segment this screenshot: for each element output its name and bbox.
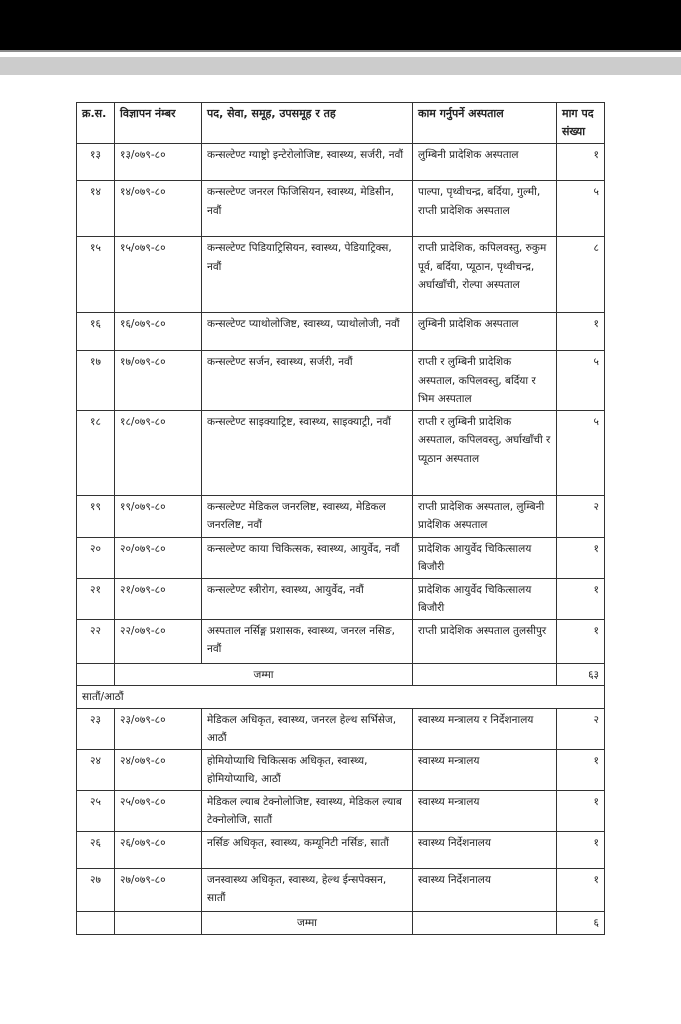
table-row [77,708,605,749]
row-sn: १४ [77,181,115,237]
row-sn: १८ [77,410,115,495]
row-count: ८ [557,237,605,313]
row-ad-number: १७/०७९-८० [115,351,202,411]
row-sn: २२ [77,619,115,663]
row-hospital: पाल्पा, पृथ्वीचन्द्र, बर्दिया, गुल्मी, राप्ती प्रादेशिक अस्पताल [413,181,557,237]
top-black-bar [0,0,681,50]
row-ad-number: १६/०७९-८० [115,313,202,351]
row-hospital: लुम्बिनी प्रादेशिक अस्पताल [413,313,557,351]
row-sn: १९ [77,495,115,537]
row-count: १ [557,619,605,663]
table-row [77,619,605,663]
row-post: कन्सल्टेण्ट ग्याष्ट्रो इन्टेरोलोजिष्ट, स्वास्थ्य, सर्जरी, नवौं [202,144,413,181]
row-sn: २५ [77,790,115,831]
total-sn-cell [77,911,115,934]
row-post: होमियोप्याथि चिकित्सक अधिकृत, स्वास्थ्य, होमियोप्याथि, आठौं [202,749,413,790]
row-sn: २४ [77,749,115,790]
row-ad-number: २७/०७९-८० [115,868,202,911]
row-ad-number: २४/०७९-८० [115,749,202,790]
row-count: ५ [557,181,605,237]
row-count: १ [557,790,605,831]
header-count: माग पद संख्या [557,103,605,144]
group2-total-count: ६ [557,911,605,934]
row-post: कन्सल्टेण्ट स्त्रीरोग, स्वास्थ्य, आयुर्वेद, नवौं [202,578,413,619]
row-ad-number: २१/०७९-८० [115,578,202,619]
row-ad-number: २२/०७९-८० [115,619,202,663]
row-hospital: राप्ती र लुम्बिनी प्रादेशिक अस्पताल, कपिलवस्तु, अर्घाखाँची र प्यूठान अस्पताल [413,410,557,495]
row-hospital: राप्ती प्रादेशिक अस्पताल तुलसीपुर [413,619,557,663]
table-row [77,537,605,578]
row-hospital: राप्ती र लुम्बिनी प्रादेशिक अस्पताल, कपिलवस्तु, बर्दिया र भिम अस्पताल [413,351,557,411]
vacancy-table [76,102,605,935]
section-title: सातौं/आठौं [77,686,605,709]
gray-toolbar-band [0,57,681,75]
row-post: कन्सल्टेण्ट सर्जन, स्वास्थ्य, सर्जरी, नवौं [202,351,413,411]
table-row [77,237,605,313]
row-count: ५ [557,410,605,495]
row-hospital: प्रादेशिक आयुर्वेद चिकित्सालय बिजौरी [413,578,557,619]
row-hospital: स्वास्थ्य निर्देशनालय [413,831,557,868]
row-count: २ [557,708,605,749]
group2-total-row [77,911,605,934]
row-hospital: राप्ती प्रादेशिक, कपिलवस्तु, रुकुम पूर्व, बर्दिया, प्यूठान, पृथ्वीचन्द्र, अर्घाखाँची, रोल्पा अस्पताल [413,237,557,313]
header-sn: क्र.स. [77,103,115,144]
header-hospital: काम गर्नुपर्ने अस्पताल [413,103,557,144]
group2-total-label: जम्मा [202,911,413,934]
group1-total-count: ६३ [557,663,605,686]
row-post: कन्सल्टेण्ट मेडिकल जनरलिष्ट, स्वास्थ्य, मेडिकल जनरलिष्ट, नवौं [202,495,413,537]
row-post: कन्सल्टेण्ट पिडियाट्रिसियन, स्वास्थ्य, पेडियाट्रिक्स, नवौं [202,237,413,313]
table-row [77,144,605,181]
row-post: जनस्वास्थ्य अधिकृत, स्वास्थ्य, हेल्थ ईन्सपेक्सन, सातौं [202,868,413,911]
table-row [77,495,605,537]
row-sn: २७ [77,868,115,911]
row-count: २ [557,495,605,537]
row-ad-number: १९/०७९-८० [115,495,202,537]
table-row [77,749,605,790]
row-sn: २३ [77,708,115,749]
row-ad-number: २६/०७९-८० [115,831,202,868]
row-sn: १७ [77,351,115,411]
row-count: १ [557,578,605,619]
table-row [77,868,605,911]
row-sn: २६ [77,831,115,868]
row-count: १ [557,831,605,868]
row-sn: १३ [77,144,115,181]
row-hospital: स्वास्थ्य निर्देशनालय [413,868,557,911]
table-row [77,351,605,411]
row-hospital: स्वास्थ्य मन्त्रालय र निर्देशनालय [413,708,557,749]
row-sn: १५ [77,237,115,313]
table-row [77,313,605,351]
row-count: १ [557,749,605,790]
table-header-row [77,103,605,144]
total-empty-cell [413,911,557,934]
table-row [77,181,605,237]
row-ad-number: १४/०७९-८० [115,181,202,237]
table-row [77,578,605,619]
header-post: पद, सेवा, समूह, उपसमूह र तह [202,103,413,144]
row-hospital: लुम्बिनी प्रादेशिक अस्पताल [413,144,557,181]
row-sn: २० [77,537,115,578]
row-count: ५ [557,351,605,411]
row-ad-number: १८/०७९-८० [115,410,202,495]
row-hospital: स्वास्थ्य मन्त्रालय [413,790,557,831]
row-post: नर्सिङ अधिकृत, स्वास्थ्य, कम्यूनिटी नर्सिङ, सातौं [202,831,413,868]
row-hospital: राप्ती प्रादेशिक अस्पताल, लुम्बिनी प्रादेशिक अस्पताल [413,495,557,537]
row-ad-number: २०/०७९-८० [115,537,202,578]
row-ad-number: २३/०७९-८० [115,708,202,749]
row-post: मेडिकल ल्याब टेक्नोलोजिष्ट, स्वास्थ्य, मेडिकल ल्याब टेक्नोलोजि, सातौं [202,790,413,831]
row-post: कन्सल्टेण्ट काया चिकित्सक, स्वास्थ्य, आयुर्वेद, नवौं [202,537,413,578]
row-count: १ [557,313,605,351]
table-row [77,410,605,495]
row-hospital: प्रादेशिक आयुर्वेद चिकित्सालय बिजौरी [413,537,557,578]
row-ad-number: २५/०७९-८० [115,790,202,831]
row-sn: १६ [77,313,115,351]
row-post: मेडिकल अधिकृत, स्वास्थ्य, जनरल हेल्थ सर्भिसेज, आठौं [202,708,413,749]
total-empty-cell [413,663,557,686]
total-sn-cell [77,663,115,686]
row-sn: २१ [77,578,115,619]
row-count: १ [557,537,605,578]
row-ad-number: १३/०७९-८० [115,144,202,181]
row-count: १ [557,868,605,911]
header-ad-number: विज्ञापन नंम्बर [115,103,202,144]
row-hospital: स्वास्थ्य मन्त्रालय [413,749,557,790]
table-row [77,790,605,831]
top-divider [0,50,681,52]
row-ad-number: १५/०७९-८० [115,237,202,313]
row-post: कन्सल्टेण्ट प्याथोलोजिष्ट, स्वास्थ्य, प्याथोलोजी, नवौं [202,313,413,351]
group1-total-row [77,663,605,686]
group1-total-label: जम्मा [115,663,413,686]
row-count: १ [557,144,605,181]
row-post: अस्पताल नर्सिङ्ग प्रशासक, स्वास्थ्य, जनरल नसिङ, नवौं [202,619,413,663]
row-post: कन्सल्टेण्ट साइक्याट्रिष्ट, स्वास्थ्य, साइक्याट्री, नवौं [202,410,413,495]
table-row [77,831,605,868]
total-ad-cell [115,911,202,934]
row-post: कन्सल्टेण्ट जनरल फिजिसियन, स्वास्थ्य, मेडिसीन, नवौं [202,181,413,237]
section-row [77,686,605,709]
